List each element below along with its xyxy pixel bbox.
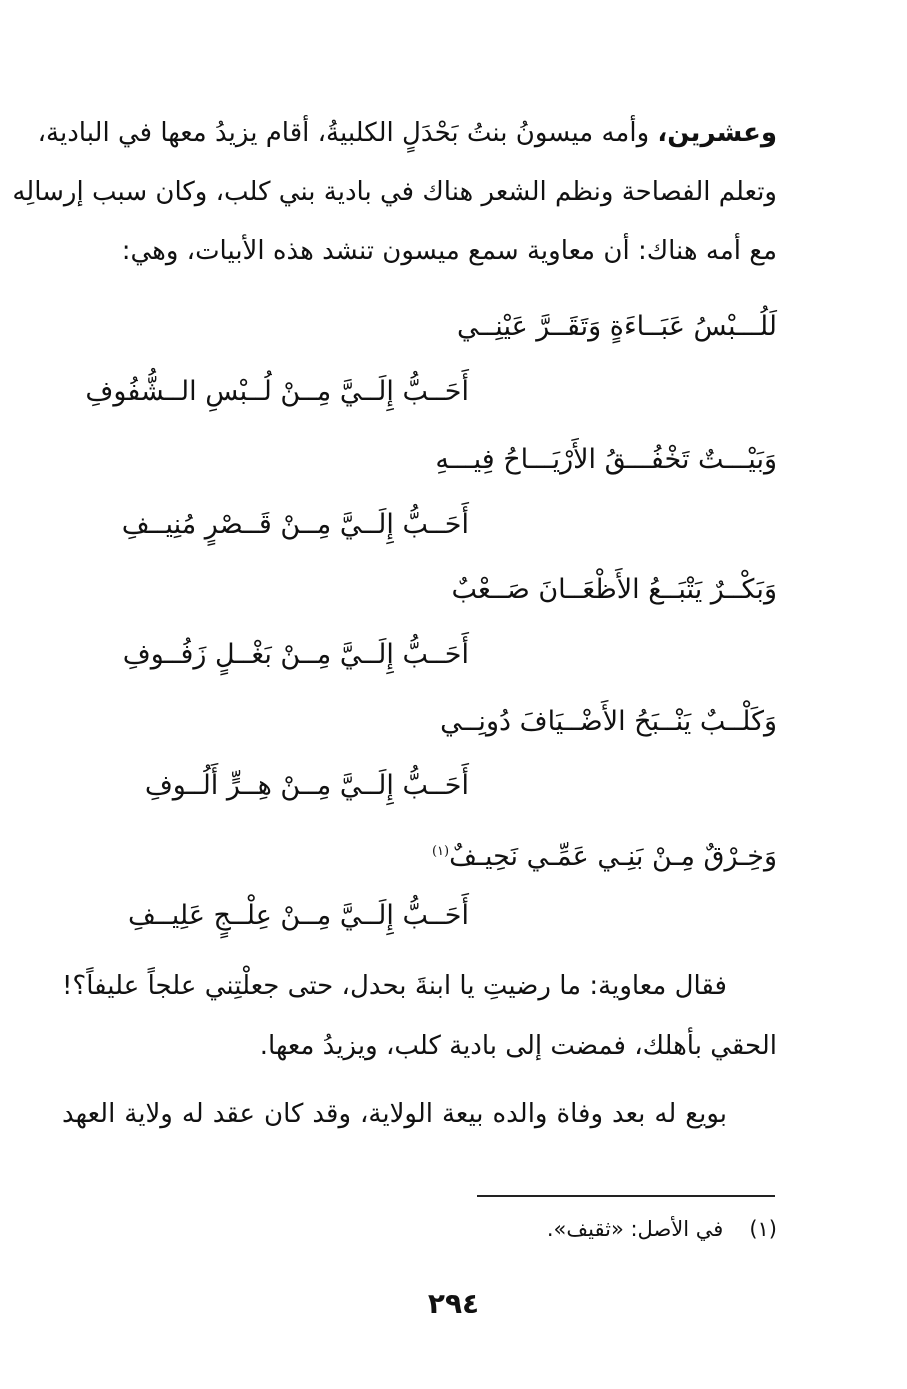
footnote-text: في الأصل: «ثقيف». — [546, 1217, 724, 1241]
verse-hemistich-9-text: وَخِـرْقٌ مِـنْ بَنِـي عَمِّـي نَحِيـفٌ — [449, 841, 777, 872]
paragraph-line-2-text: وتعلم الفصاحة ونظم الشعر هناك في بادية بني كلب، وكان سبب إرسالِه — [12, 177, 777, 207]
verse-hemistich-6: أَحَــبُّ إِلَــيَّ مِــنْ بَغْــلٍ زَفُــوفِ — [122, 639, 469, 670]
paragraph-line-1 — [37, 113, 777, 153]
paragraph-line-1-text: وأمه ميسونُ بنتُ بَحْدَلٍ الكلبيةُ، أقام يزيدُ معها في البادية، — [37, 118, 658, 148]
verse-hemistich-3: وَبَيْـــتٌ تَخْفُـــقُ الأَرْيَـــاحُ فِيـــهِ — [435, 444, 777, 475]
verse-hemistich-4: أَحَــبُّ إِلَــيَّ مِــنْ قَــصْرٍ مُنِيــفِ — [121, 509, 469, 540]
verse-hemistich-7: وَكَلْــبٌ يَنْــبَحُ الأَضْــيَافَ دُونِــي — [440, 706, 777, 737]
paragraph-line-2 — [12, 172, 777, 212]
paragraph-2-line-2 — [62, 1026, 777, 1066]
footnote-separator — [477, 1195, 775, 1197]
paragraph-2-line-1-text: فقال معاوية: ما رضيتِ يا ابنةَ بحدل، حتى جعلْتِني علجاً عليفاً؟! — [62, 971, 727, 1001]
paragraph-3-line-1 — [62, 1094, 727, 1134]
verse-hemistich-10: أَحَــبُّ إِلَــيَّ مِــنْ عِلْــجٍ عَلِيــفِ — [127, 900, 469, 931]
footnote-marker: (١) — [431, 844, 450, 859]
page-number: ٢٩٤ — [427, 1287, 480, 1320]
paragraph-line-3-text: مع أمه هناك: أن معاوية سمع ميسون تنشد هذه الأبيات، وهي: — [121, 236, 777, 266]
verse-hemistich-8: أَحَــبُّ إِلَــيَّ مِــنْ هِــرٍّ أَلُــوفِ — [144, 770, 469, 801]
verse-hemistich-2: أَحَــبُّ إِلَــيَّ مِــنْ لُــبْسِ الــشُّفُوفِ — [85, 376, 469, 407]
footnote — [547, 1213, 777, 1245]
paragraph-3-line-1-text: بويع له بعد وفاة والده بيعة الولاية، وقد كان عقد له ولاية العهد — [62, 1099, 727, 1129]
paragraph-line-3 — [62, 231, 777, 271]
verse-hemistich-1: لَلُـــبْسُ عَبَــاءَةٍ وَتَقَــرَّ عَيْنِــي — [456, 311, 777, 342]
paragraph-2-line-2-text: الحقي بأهلك، فمضت إلى بادية كلب، ويزيدُ معها. — [259, 1031, 777, 1061]
verse-hemistich-9 — [432, 832, 777, 877]
bold-lead-word: وعشرين، — [657, 118, 777, 148]
footnote-number: (١) — [749, 1217, 777, 1241]
paragraph-2-line-1 — [62, 966, 727, 1006]
verse-hemistich-5: وَبَكْــرٌ يَتْبَــعُ الأَظْعَــانَ صَــعْبٌ — [451, 574, 777, 605]
